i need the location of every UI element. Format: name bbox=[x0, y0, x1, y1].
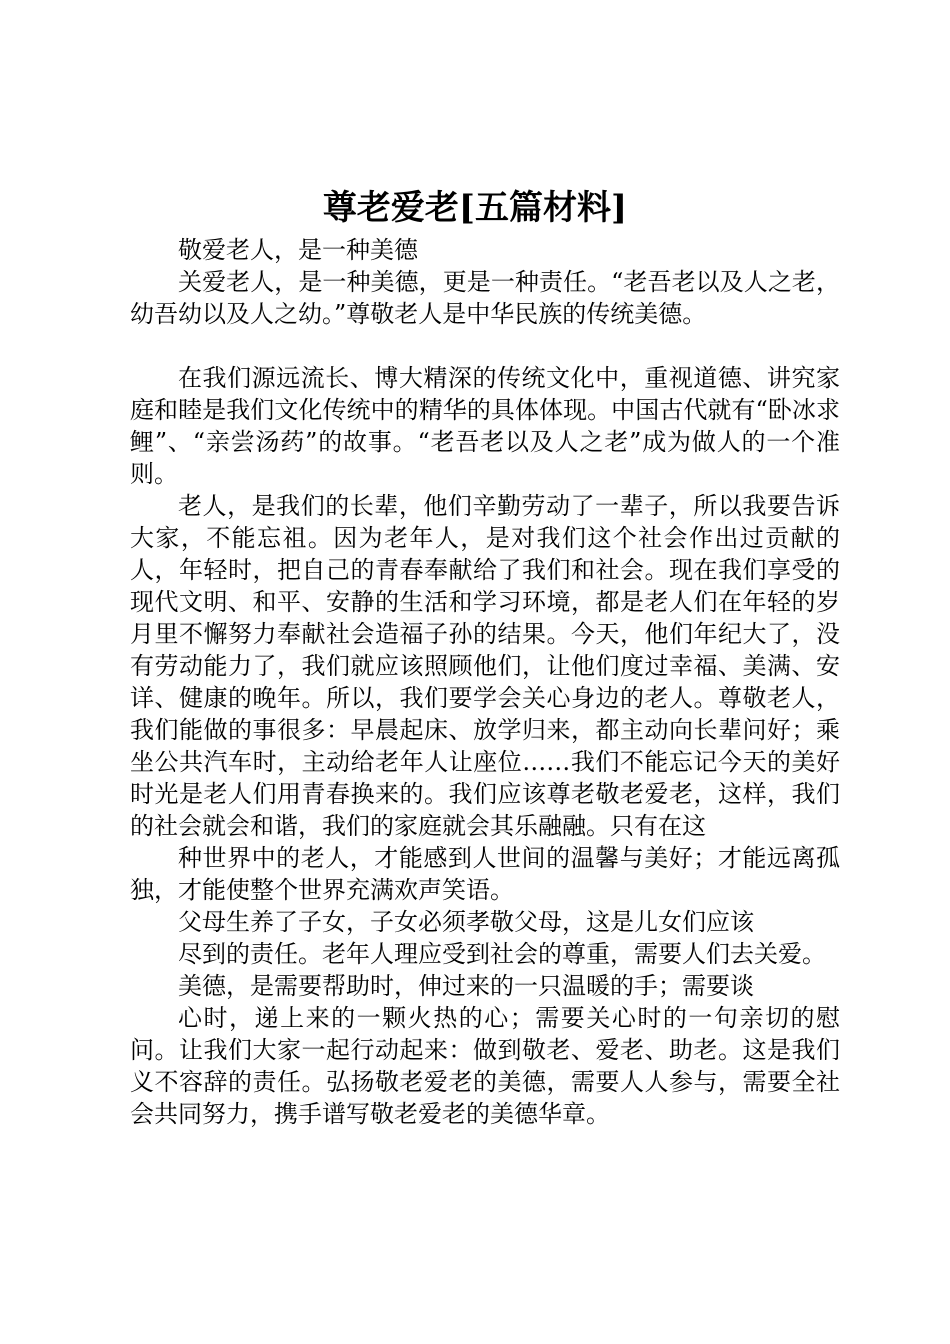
paragraph-responsibility: 尽到的责任。老年人理应受到社会的尊重，需要人们去关爱。 bbox=[178, 940, 826, 968]
paragraph-elders: 老人，是我们的长辈，他们辛勤劳动了一辈子，所以我要告诉大家，不能忘祖。因为老年人，是对我们这个社会作出过贡献的人，年轻时，把自己的青春奉献给了我们和社会。现在我们享受的现代文明、和平、安静的生活和学习环境，都是老人们在年轻的岁月里不懈努力奉献社会造福子孙的结果。今天，他们年纪大了，没有劳动能力了，我们就应该照顾他们，让他们度过幸福、美满、安详、健康的晚年。所以，我们要学会关心身边的老人。尊敬老人，我们能做的事很多：早晨起床、放学归来，都主动向长辈问好；乘坐公共汽车时，主动给老年人让座位……我们不能忘记今天的美好时光是老人们用青春换来的。我们应该尊老敬老爱老，这样，我们的社会就会和谐，我们的家庭就会其乐融融。只有在这 bbox=[130, 492, 840, 840]
paragraph-conclusion: 心时，递上来的一颗火热的心；需要关心时的一句亲切的慰问。让我们大家一起行动起来：做到敬老、爱老、助老。这是我们义不容辞的责任。弘扬敬老爱老的美德，需要人人参与，需要全社会共同努力，携手谱写敬老爱老的美德华章。 bbox=[130, 1004, 840, 1128]
paragraph-world: 种世界中的老人，才能感到人世间的温馨与美好；才能远离孤独，才能使整个世界充满欢声笑语。 bbox=[130, 844, 840, 904]
paragraph-virtue: 美德，是需要帮助时，伸过来的一只温暖的手；需要谈 bbox=[178, 972, 754, 1000]
paragraph-spacer bbox=[130, 330, 840, 362]
document-body bbox=[130, 234, 840, 1130]
page-title: 尊老爱老[五篇材料] bbox=[322, 188, 628, 228]
paragraph-subtitle: 敬爱老人，是一种美德 bbox=[178, 236, 418, 264]
paragraph-parents: 父母生养了子女，子女必须孝敬父母，这是儿女们应该 bbox=[178, 908, 754, 936]
paragraph-intro: 关爱老人，是一种美德，更是一种责任。“老吾老以及人之老，幼吾幼以及人之幼。”尊敬老人是中华民族的传统美德。 bbox=[130, 268, 840, 328]
paragraph-tradition: 在我们源远流长、博大精深的传统文化中，重视道德、讲究家庭和睦是我们文化传统中的精华的具体体现。中国古代就有“卧冰求鲤”、“亲尝汤药”的故事。“老吾老以及人之老”成为做人的一个准则。 bbox=[130, 364, 840, 488]
